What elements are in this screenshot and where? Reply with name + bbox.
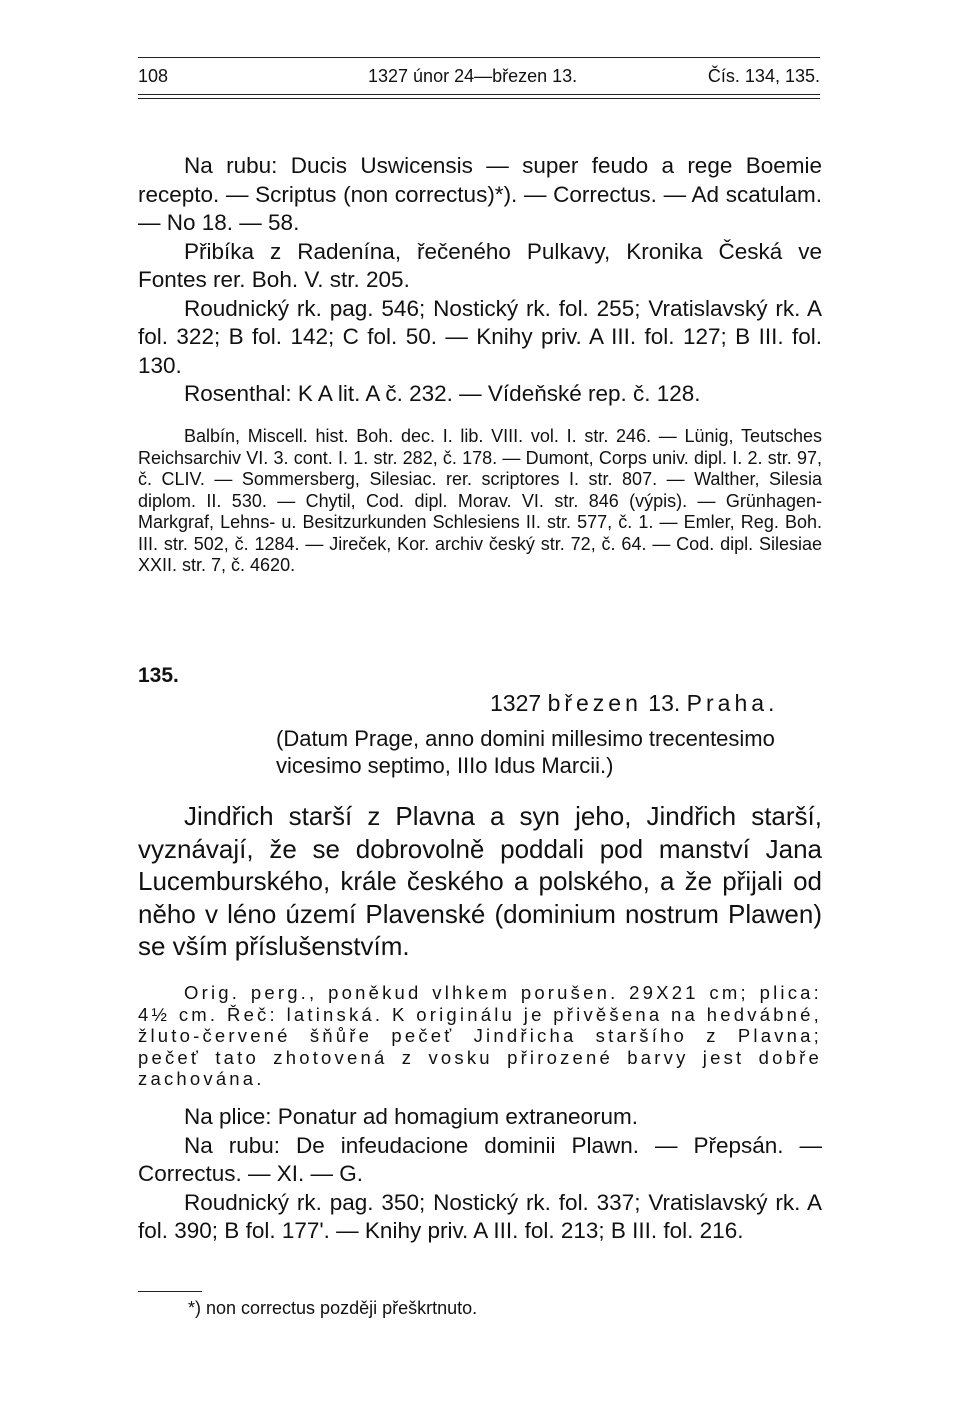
footnote-rule <box>138 1291 202 1292</box>
doc134-literature <box>138 426 822 577</box>
footnote: *) non correctus později přeškrtnuto. <box>188 1298 478 1318</box>
doc135-original-description: Orig. perg., poněkud vlhkem porušen. 29X21 cm; plica: 4½ cm. Řeč: latinská. K originálu je přivěšena na hedvábné, žluto-červené šňůře pečeť Jindřicha staršího z Plavna; pečeť tato zhotovená z vosku přirozené barvy jest dobře zachována. <box>138 982 822 1089</box>
running-header <box>138 66 820 90</box>
header-bottom-rule <box>138 94 820 99</box>
doc134-roudnicky-note: Roudnický rk. pag. 546; Nostický rk. fol. 255; Vratislavský rk. A fol. 322; B fol. 142; C fol. 50. — Knihy priv. A III. fol. 127; B III. fol. 130. <box>138 295 822 378</box>
doc135-number: 135. <box>138 664 179 687</box>
doc135-rubum-note: Na rubu: De infeudacione dominii Plawn. — Přepsán. — Correctus. — XI. — G. <box>138 1132 822 1186</box>
doc135-datum: (Datum Prage, anno domini millesimo trecentesimo vicesimo septimo, IIIo Idus Marcii.) <box>276 726 775 778</box>
doc135-date-year: 1327 <box>490 690 542 716</box>
doc134-rosenthal-note: Rosenthal: K A lit. A č. 232. — Vídeňské rep. č. 128. <box>184 381 701 406</box>
doc135-roudnicky-note: Roudnický rk. pag. 350; Nostický rk. fol. 337; Vratislavský rk. A fol. 390; B fol. 177'. — Knihy priv. A III. fol. 213; B III. fol. 216. <box>138 1189 822 1243</box>
doc135-plica-note: Na plice: Ponatur ad homagium extraneorum. <box>184 1104 638 1129</box>
doc135-regest: Jindřich starší z Plavna a syn jeho, Jindřich starší, vyznávají, že se dobrovolně poddali pod manství Jana Lucemburského, krále českého a polského, a že přijali od něho v léno území Plavenské (dominium nostrum Plawen) se vším příslušenstvím. <box>138 801 822 961</box>
header-top-rule <box>138 57 820 58</box>
doc135-date-line <box>490 690 778 717</box>
page-number: 108 <box>138 66 169 86</box>
doc135-date-place: Praha. <box>686 690 779 716</box>
header-date-range: 1327 únor 24—březen 13. <box>368 66 578 86</box>
doc135-date-month: březen <box>547 690 642 716</box>
doc134-rubum-note: Na rubu: Ducis Uswicensis — super feudo a rege Boemie recepto. — Scriptus (non correctus)*). — Correctus. — Ad scatulam. — No 18. — 58. <box>138 153 822 235</box>
doc134-pribik-note: Přibíka z Radenína, řečeného Pulkavy, Kronika Česká ve Fontes rer. Boh. V. str. 205. <box>138 238 822 292</box>
doc135-notes <box>138 1103 822 1246</box>
doc135-date-day: 13. <box>648 690 681 716</box>
doc134-literature-text: Balbín, Miscell. hist. Boh. dec. I. lib. VIII. vol. I. str. 246. — Lünig, Teutsches Reichsarchiv VI. 3. cont. I. 1. str. 282, č. 178. — Dumont, Corps univ. dipl. I. 2. str. 97, č. CLIV. — Sommersberg, Silesiac. rer. scriptores I. str. 807. — Walther, Silesia diplom. II. 530. — Chytil, Cod. dipl. Morav. VI. str. 846 (výpis). — Grünhagen-Markgraf, Lehns- u. Besitzurkunden Schlesiens II. str. 577, č. 1. — Emler, Reg. Boh. III. str. 502, č. 1284. — Jireček, Kor. archiv český str. 72, č. 64. — Cod. dipl. Silesiae XXII. str. 7, č. 4620. <box>138 426 822 575</box>
header-document-numbers: Čís. 134, 135. <box>707 66 820 86</box>
doc134-continuation <box>138 152 822 409</box>
